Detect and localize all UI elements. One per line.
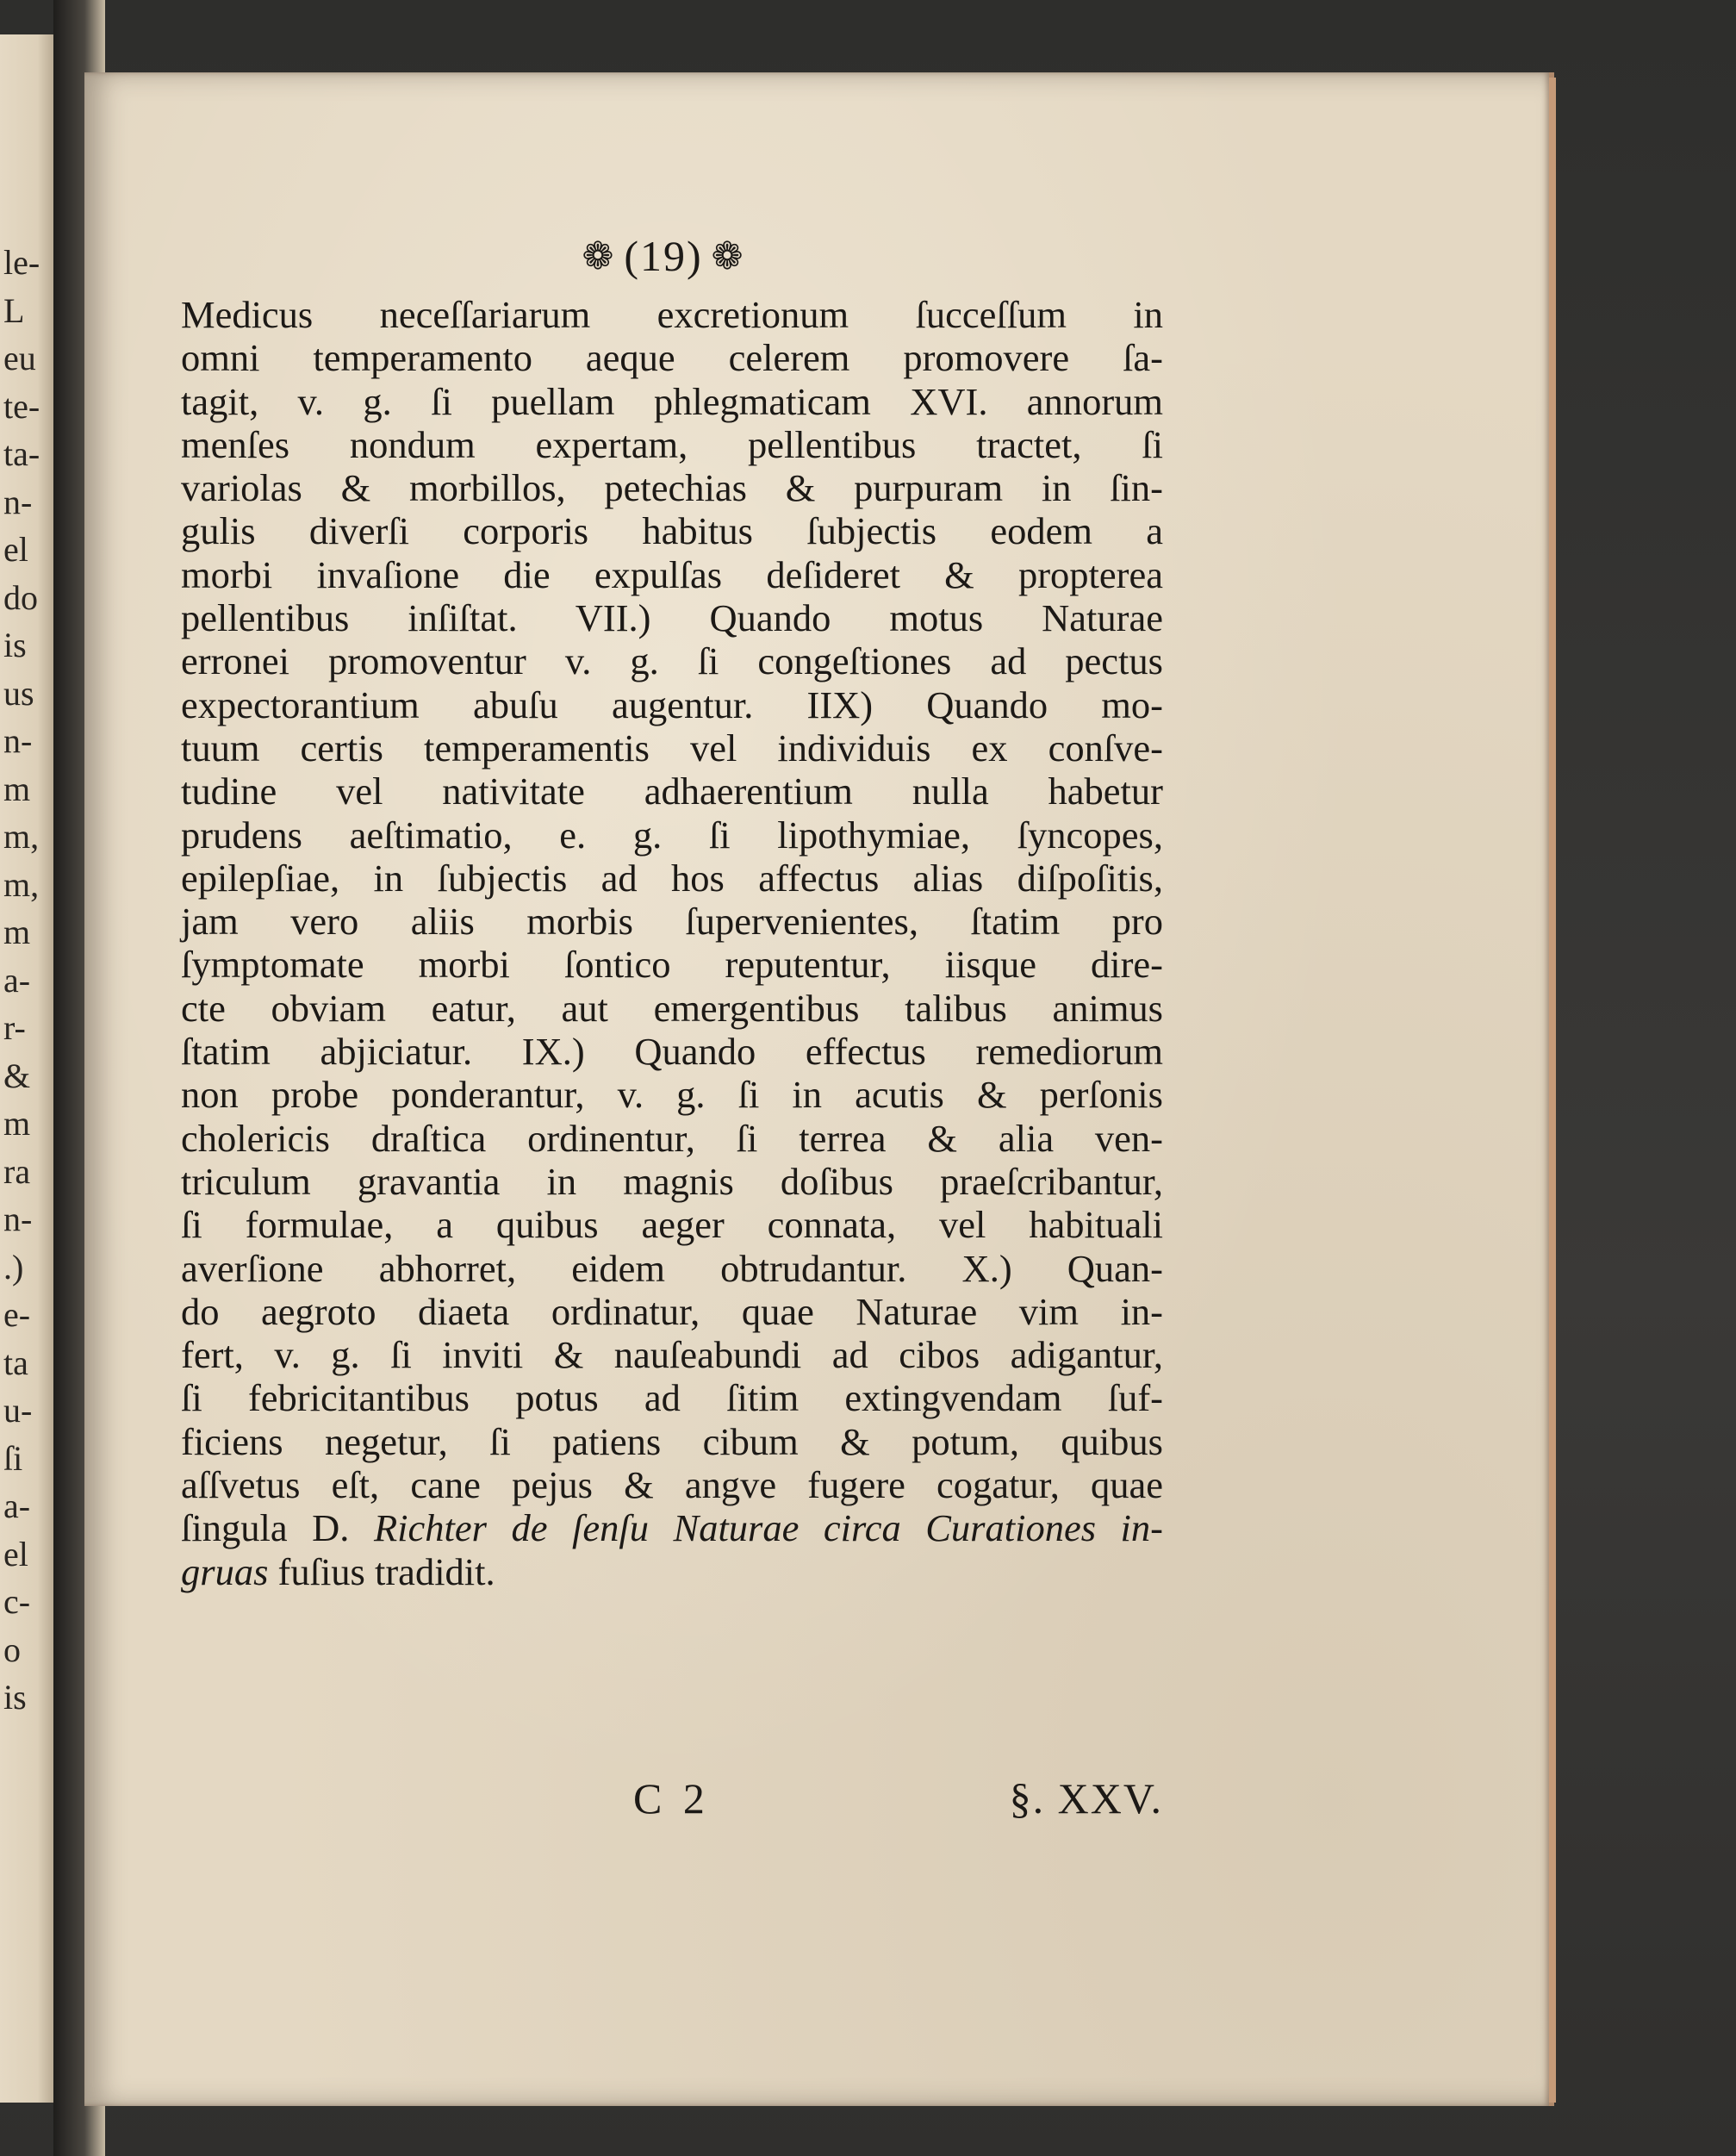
left-page-fragment: a- [3,1486,31,1525]
left-page-fragment: te- [3,386,40,426]
text-line: ſymptomate morbi ſontico reputentur, iisque dire- [181,943,1163,987]
left-page-fragment: m, [3,817,40,856]
left-page-fragment: & [3,1056,31,1095]
text-line: menſes nondum expertam, pellentibus tractet, ſi [181,422,1163,466]
text-line: tagit, v. g. ſi puellam phlegmaticam XVI. annorum [181,379,1163,423]
left-page-fragment: is [3,1678,27,1717]
text-line: jam vero aliis morbis ſupervenientes, ſtatim pro [181,900,1163,944]
text-line: expectorantium abuſu augentur. IIX) Quando mo- [181,682,1163,726]
left-page-fragment: m [3,769,31,808]
text-line: ſi febricitantibus potus ad ſitim extingvendam ſuf- [181,1376,1163,1420]
running-header [543,231,784,291]
text-line: gulis diverſi corporis habitus ſubjectis eodem a [181,509,1163,553]
text-line: prudens aeſtimatio, e. g. ſi lipothymiae, ſyncopes, [181,813,1163,857]
left-page-fragment: ta [3,1343,28,1382]
text-segment: fuſius tradidit. [277,1549,495,1593]
text-line: tuum certis temperamentis vel individuis ex conſve- [181,726,1163,770]
text-line: do aegroto diaeta ordinatur, quae Naturae vim in- [181,1289,1163,1333]
left-page-fragment: L [3,290,25,330]
left-page-fragment: ſi [3,1438,23,1478]
text-line: omni temperamento aeque celerem promovere ſa- [181,336,1163,380]
text-line-mixed [181,1506,1163,1549]
text-line: ſtatim abjiciatur. IX.) Quando effectus remediorum [181,1030,1163,1074]
text-line: fert, v. g. ſi inviti & nauſeabundi ad cibos adigantur, [181,1333,1163,1377]
left-page-fragment: m, [3,864,40,904]
body-text [181,293,1163,1593]
right-ornament-icon: ❁ [711,235,745,277]
left-page-fragment: us [3,673,34,713]
text-line: ſi formulae, a quibus aeger connata, vel habituali [181,1203,1163,1247]
left-page-fragment: el [3,1534,28,1573]
italic-citation: Richter de ſenſu Naturae circa Curationes in- [373,1506,1163,1550]
left-page-fragment: ra [3,1151,31,1191]
italic-citation-end: gruas [181,1549,269,1593]
text-line: pellentibus inſiſtat. VII.) Quando motus Naturae [181,596,1163,640]
text-line: cholericis draſtica ordinentur, ſi terrea & alia ven- [181,1116,1163,1160]
text-line: aſſvetus eſt, cane pejus & angve fugere cogatur, quae [181,1463,1163,1507]
left-page-fragment: n- [3,1200,33,1238]
text-line: morbi invaſione die expulſas deſideret & propterea [181,552,1163,596]
text-line: cte obviam eatur, aut emergentibus talibus animus [181,986,1163,1030]
text-line: ficiens negetur, ſi patiens cibum & potum, quibus [181,1419,1163,1463]
left-page-fragment: u- [3,1391,33,1430]
text-line: averſione abhorret, eidem obtrudantur. X.) Quan- [181,1246,1163,1290]
text-line: variolas & morbillos, petechias & purpuram in ſin- [181,466,1163,510]
left-page-fragment: m [3,1104,31,1143]
text-line: epilepſiae, in ſubjectis ad hos affectus alias diſpoſitis, [181,856,1163,900]
left-page-fragment: r- [3,1008,26,1047]
left-page-fragment: is [3,626,27,664]
text-line: Medicus neceſſariarum excretionum ſucceſſum in [181,293,1163,336]
page-number: (19) [624,232,703,280]
left-page-fragment: do [3,577,38,617]
left-page-fragment: n- [3,482,33,521]
left-page-fragment: c- [3,1582,31,1621]
left-page-fragment: m [3,913,31,951]
left-page-fragment: a- [3,960,31,1000]
left-page-fragment: n- [3,721,33,760]
text-line: triculum gravantia in magnis doſibus praeſcribantur, [181,1159,1163,1203]
text-line: non probe ponderantur, v. g. ſi in acutis & perſonis [181,1073,1163,1117]
left-page-fragment: o [3,1629,21,1669]
signature-mark: C 2 [633,1774,710,1823]
text-line-final [181,1550,1163,1593]
catchword: §. XXV. [1009,1774,1163,1823]
text-segment: ſingula D. [181,1506,350,1550]
left-page-fragment: le- [3,243,40,282]
text-line: tudine vel nativitate adhaerentium nulla habetur [181,770,1163,813]
left-page-fragment: eu [3,339,36,377]
left-page-fragment: ta- [3,434,40,473]
left-page-fragment: .) [3,1247,24,1287]
left-facing-page [0,34,56,2103]
text-line: erronei promoventur v. g. ſi congeſtiones ad pectus [181,639,1163,683]
left-page-fragment: el [3,530,28,569]
left-page-fragment: e- [3,1295,31,1334]
page-edge [1549,78,1556,2103]
left-ornament-icon: ❁ [582,235,616,277]
